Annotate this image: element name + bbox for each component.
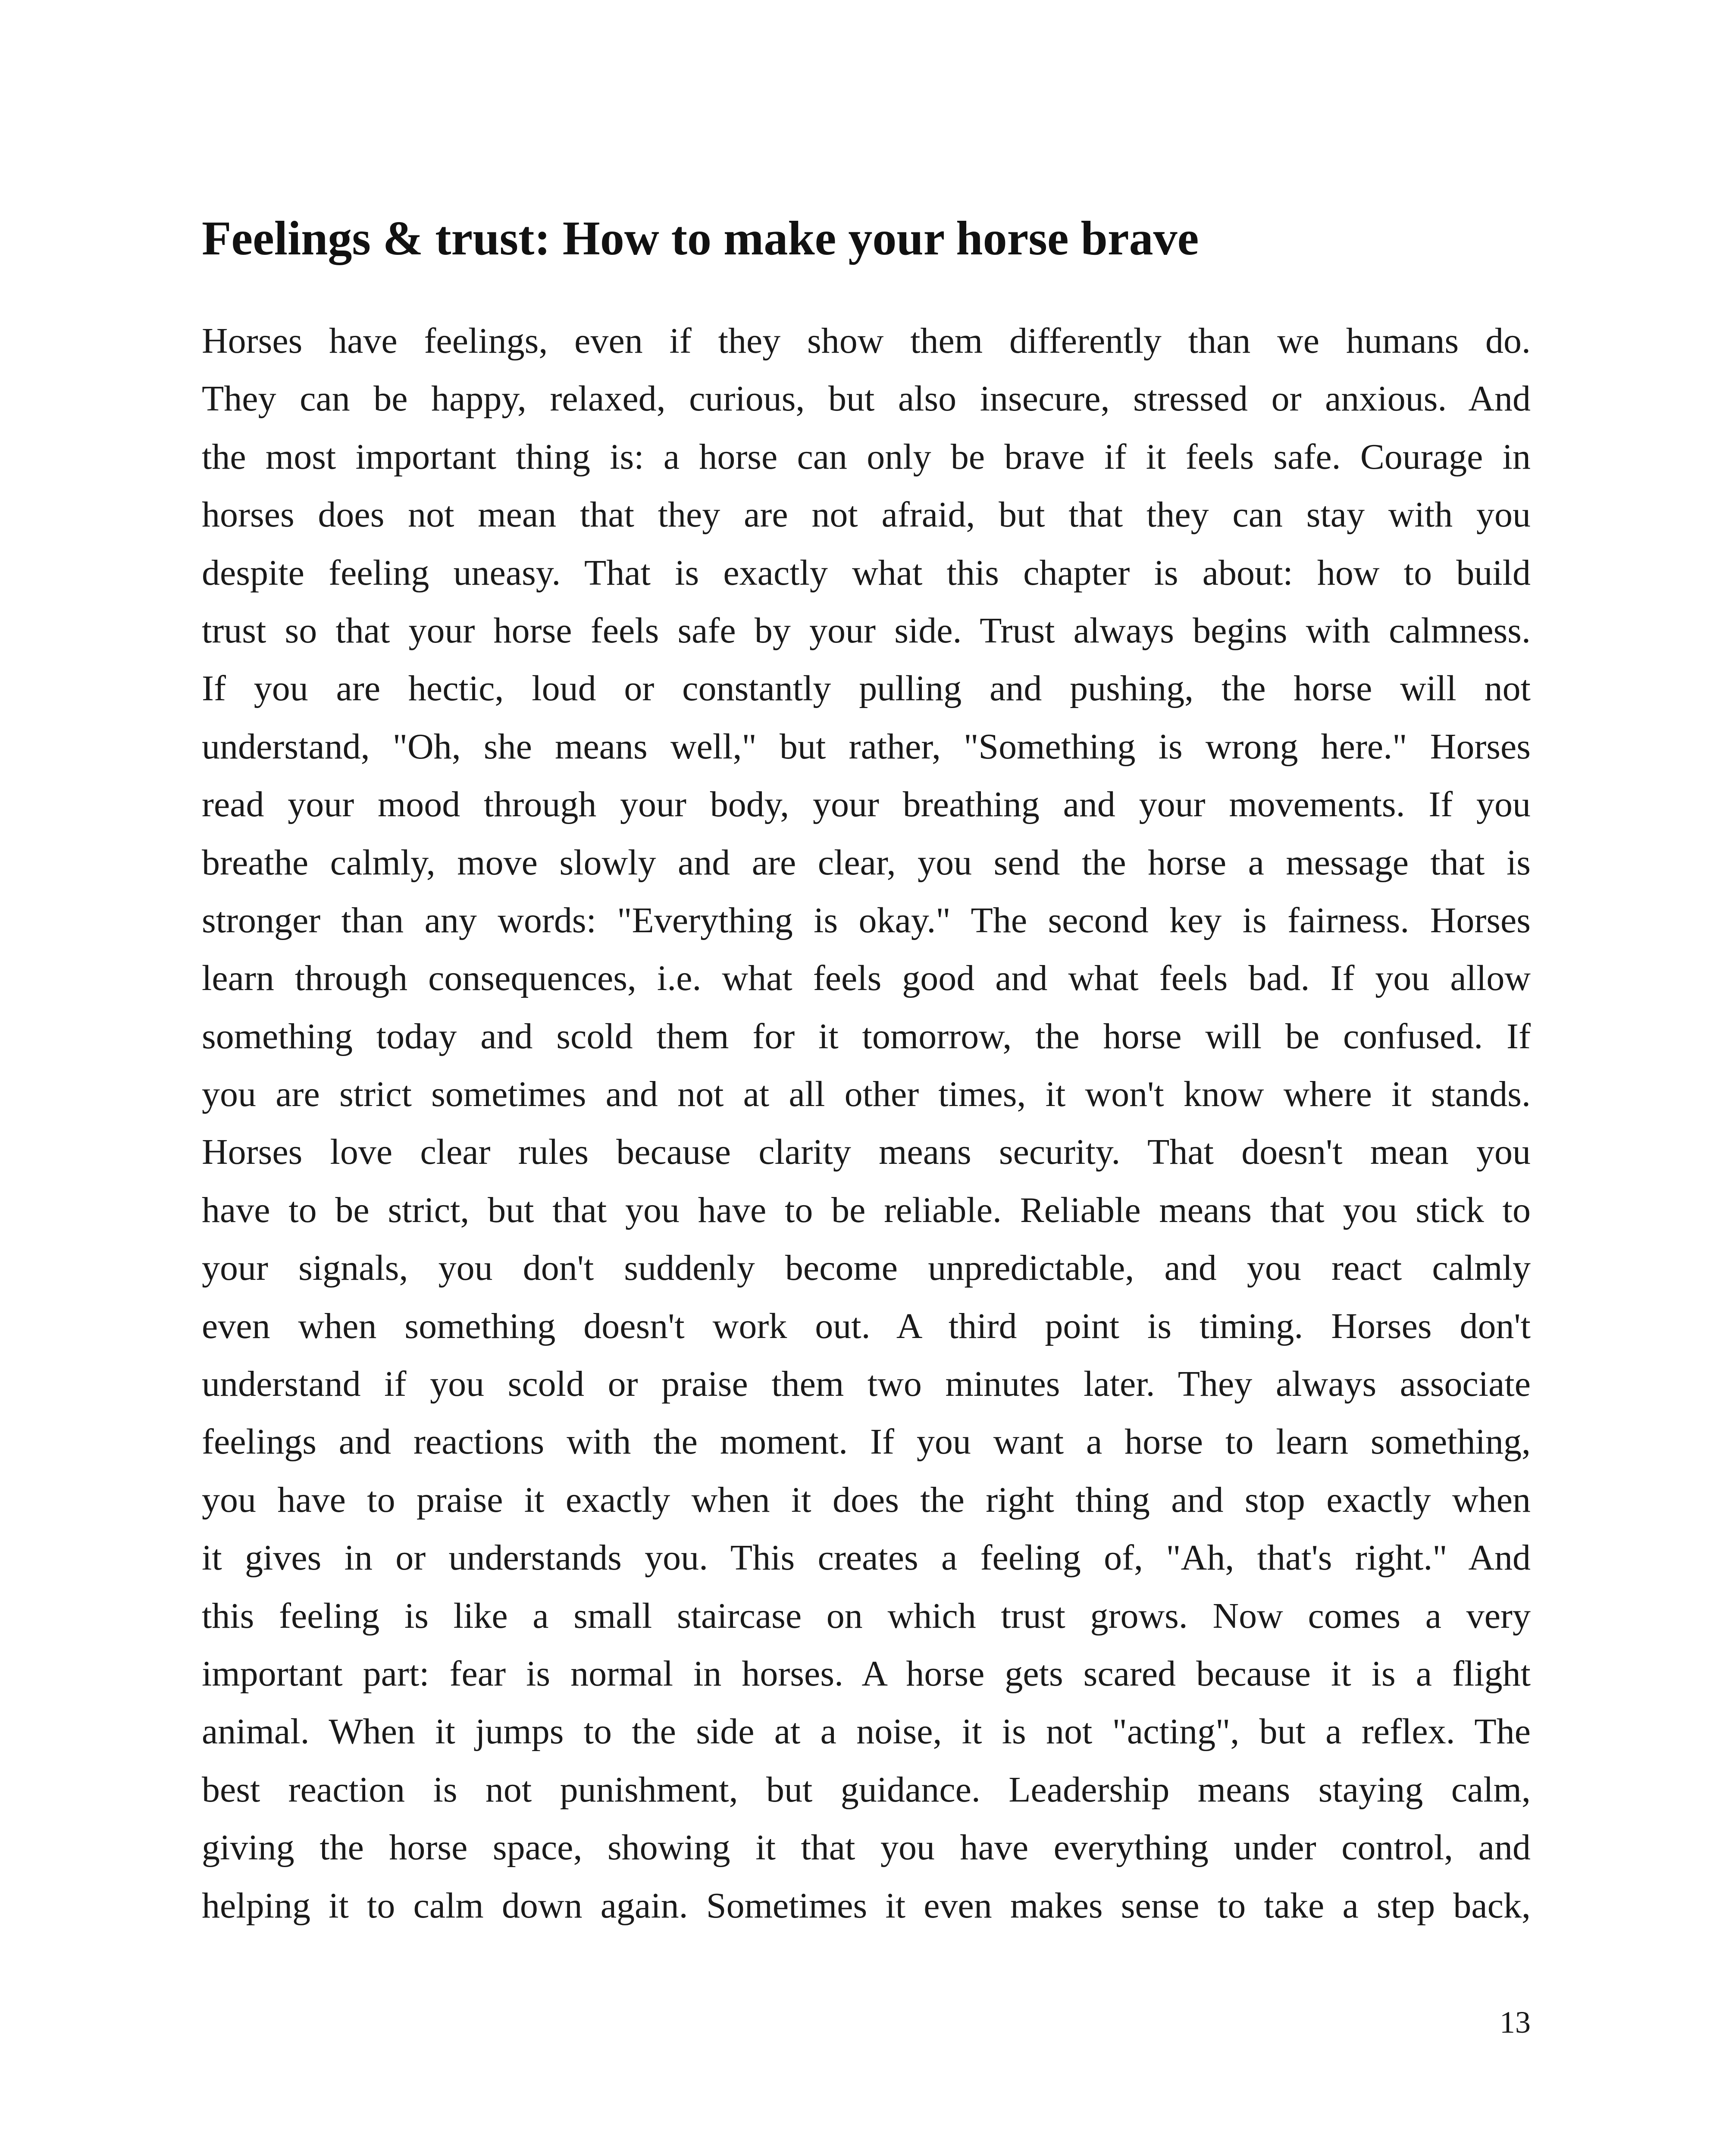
text-line: you are strict sometimes and not at all other times, it won't know where it stands. <box>202 1074 1531 1115</box>
text-line: despite feeling uneasy. That is exactly what this chapter is about: how to build <box>202 552 1531 593</box>
text-line: read your mood through your body, your breathing and your movements. If you <box>202 784 1531 825</box>
text-line: They can be happy, relaxed, curious, but also insecure, stressed or anxious. And <box>202 379 1531 419</box>
text-line: stronger than any words: "Everything is okay." The second key is fairness. Horses <box>202 900 1531 940</box>
text-line: Horses have feelings, even if they show them differently than we humans do. <box>202 321 1531 361</box>
text-line: best reaction is not punishment, but guidance. Leadership means staying calm, <box>202 1769 1531 1810</box>
text-line: even when something doesn't work out. A third point is timing. Horses don't <box>202 1306 1531 1346</box>
text-line: this feeling is like a small staircase on which trust grows. Now comes a very <box>202 1595 1531 1636</box>
text-line: understand, "Oh, she means well," but rather, "Something is wrong here." Horses <box>202 726 1531 767</box>
text-line: learn through consequences, i.e. what feels good and what feels bad. If you allow <box>202 958 1531 999</box>
body-paragraph <box>202 312 1531 1935</box>
text-line: something today and scold them for it tomorrow, the horse will be confused. If <box>202 1016 1531 1056</box>
text-line: helping it to calm down again. Sometimes it even makes sense to take a step back, <box>202 1885 1531 1926</box>
text-line: the most important thing is: a horse can only be brave if it feels safe. Courage in <box>202 436 1531 477</box>
text-line: have to be strict, but that you have to be reliable. Reliable means that you stick to <box>202 1190 1531 1230</box>
text-line: giving the horse space, showing it that you have everything under control, and <box>202 1827 1531 1868</box>
text-line: it gives in or understands you. This creates a feeling of, "Ah, that's right." And <box>202 1538 1531 1578</box>
text-line: you have to praise it exactly when it does the right thing and stop exactly when <box>202 1479 1531 1520</box>
text-line: animal. When it jumps to the side at a noise, it is not "acting", but a reflex. The <box>202 1711 1531 1752</box>
text-line: breathe calmly, move slowly and are clear, you send the horse a message that is <box>202 842 1531 883</box>
text-line: your signals, you don't suddenly become unpredictable, and you react calmly <box>202 1248 1531 1288</box>
text-line: If you are hectic, loud or constantly pulling and pushing, the horse will not <box>202 668 1531 709</box>
text-line: trust so that your horse feels safe by your side. Trust always begins with calmness. <box>202 610 1531 651</box>
text-line: important part: fear is normal in horses. A horse gets scared because it is a flight <box>202 1653 1531 1694</box>
text-line: horses does not mean that they are not afraid, but that they can stay with you <box>202 495 1531 535</box>
text-line: understand if you scold or praise them two minutes later. They always associate <box>202 1364 1531 1404</box>
text-line: Horses love clear rules because clarity means security. That doesn't mean you <box>202 1132 1531 1172</box>
page-number: 13 <box>1500 2005 1531 2040</box>
chapter-heading: Feelings & trust: How to make your horse brave <box>202 212 1199 265</box>
text-line: feelings and reactions with the moment. If you want a horse to learn something, <box>202 1422 1531 1462</box>
